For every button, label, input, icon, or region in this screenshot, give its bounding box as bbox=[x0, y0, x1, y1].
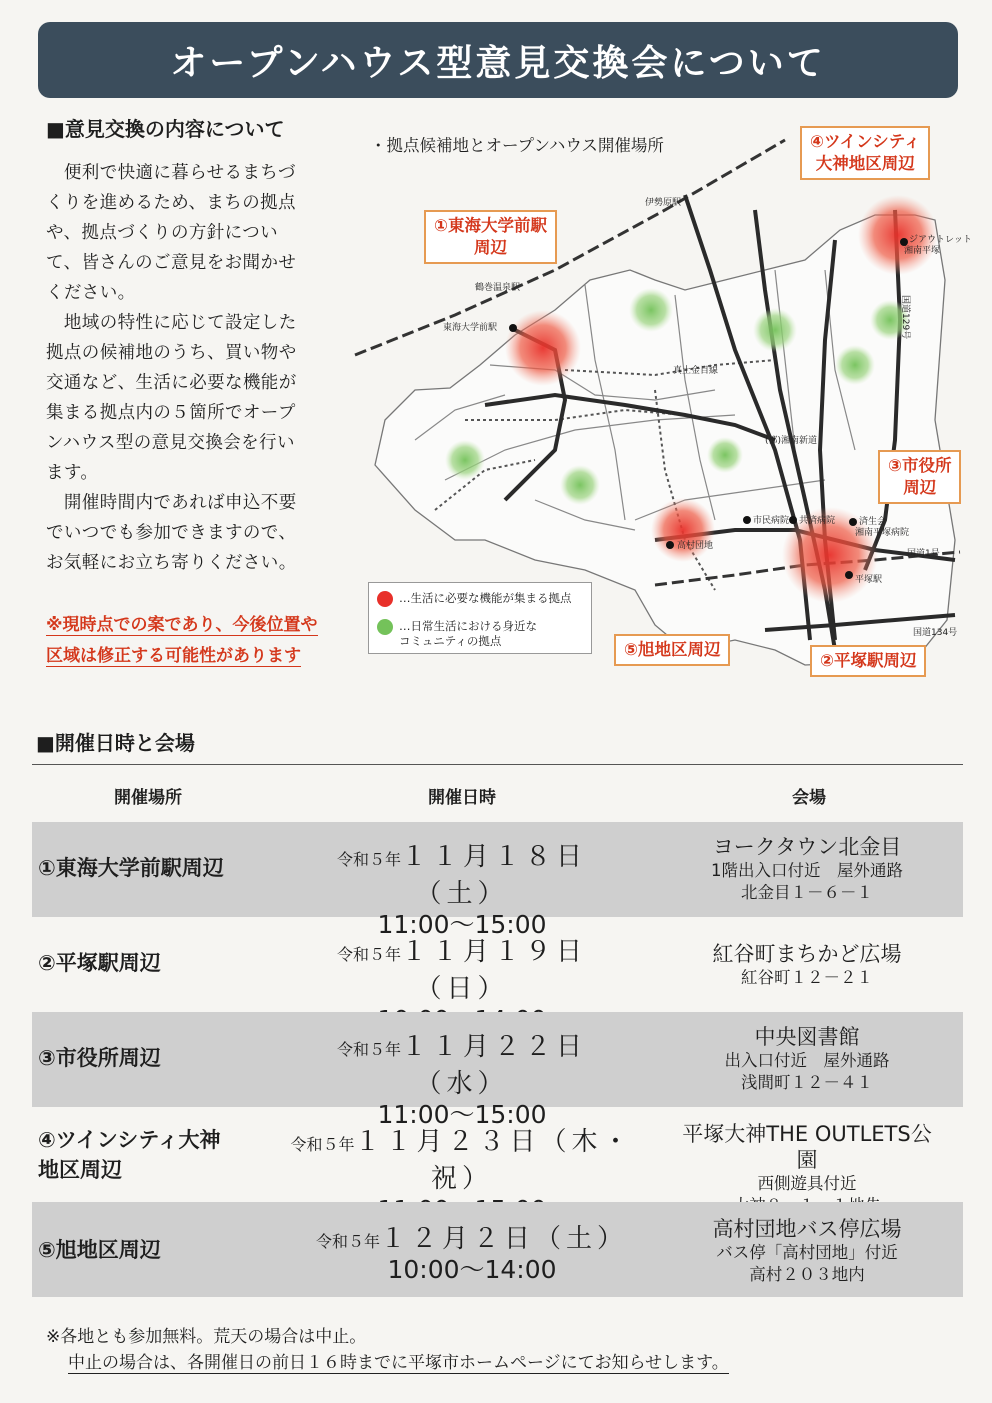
legend-red-label: …生活に必要な機能が集まる拠点 bbox=[399, 591, 572, 605]
row-era: 令和５年 bbox=[336, 850, 401, 869]
col-header-datetime: 開催日時 bbox=[428, 788, 496, 808]
row-date: １１月１９日（日） bbox=[401, 937, 588, 1004]
legend-red-marker bbox=[377, 591, 393, 607]
footer-note-free: ※各地とも参加無料。荒天の場合は中止。 bbox=[46, 1327, 367, 1347]
callout-asahi: ⑤旭地区周辺 bbox=[614, 634, 730, 666]
row-venue-detail: 西側遊具付近 bbox=[757, 1174, 857, 1193]
label-shonan-shindo: (都)湘南新道 bbox=[765, 436, 818, 446]
schedule-row bbox=[32, 917, 963, 1012]
row-venue-name: 平塚大神THE OUTLETS公園 bbox=[682, 1122, 932, 1172]
section-heading-schedule: ■開催日時と会場 bbox=[36, 731, 195, 755]
label-hiratsuka-station: 平塚駅 bbox=[855, 575, 883, 585]
row-venue bbox=[672, 1216, 942, 1286]
map-caption: ・拠点候補地とオープンハウス開催場所 bbox=[370, 136, 664, 155]
schedule-row bbox=[32, 1202, 963, 1297]
callout-hiratsuka: ②平塚駅周辺 bbox=[810, 645, 926, 677]
row-era: 令和５年 bbox=[336, 945, 401, 964]
label-shimin-hospital: 市民病院 bbox=[753, 516, 790, 526]
label-tokai-station: 東海大学前駅 bbox=[443, 323, 498, 333]
col-header-place: 開催場所 bbox=[114, 788, 182, 808]
footer-note-cancel: 中止の場合は、各開催日の前日１６時までに平塚市ホームページにてお知らせします。 bbox=[68, 1348, 729, 1374]
row-venue-detail: 1階出入口付近 屋外通路 北金目１－６－１ bbox=[711, 861, 903, 902]
caution-line-2: 区域は修正する可能性があります bbox=[46, 646, 301, 666]
label-saiseikai: 済生会湘南平塚病院 bbox=[855, 517, 910, 538]
schedule-table-header bbox=[32, 764, 963, 823]
hub-asahi bbox=[651, 498, 715, 562]
label-kitakaname: 真土金目線 bbox=[673, 366, 719, 376]
row-venue-name: 高村団地バス停広場 bbox=[712, 1217, 902, 1241]
hub-tokai bbox=[505, 310, 581, 386]
row-era: 令和５年 bbox=[290, 1135, 355, 1154]
legend-green-marker bbox=[377, 619, 393, 635]
row-era: 令和５年 bbox=[336, 1040, 401, 1059]
row-venue-detail: バス停「高村団地」付近 高村２０３地内 bbox=[716, 1243, 898, 1284]
row-date: １２月２日（土） bbox=[380, 1224, 629, 1254]
row-time: 10:00～14:00 bbox=[387, 1255, 557, 1284]
schedule-row bbox=[32, 1107, 963, 1202]
caution-note bbox=[46, 610, 356, 672]
label-isehara: 伊勢原駅 bbox=[645, 198, 682, 208]
row-venue bbox=[672, 1024, 942, 1094]
row-date: １１月２２日（水） bbox=[401, 1032, 588, 1099]
row-venue-name: ヨークタウン北金目 bbox=[712, 835, 902, 859]
row-place: ①東海大学前駅周辺 bbox=[38, 856, 224, 880]
label-kyosai-hospital: 共済病院 bbox=[799, 516, 836, 526]
label-route134: 国道134号 bbox=[913, 628, 958, 638]
callout-tokai: ①東海大学前駅 周辺 bbox=[424, 210, 557, 264]
schedule-row bbox=[32, 822, 963, 939]
section-heading-content: ■意見交換の内容について bbox=[46, 117, 285, 141]
row-venue-name: 中央図書館 bbox=[754, 1025, 860, 1049]
row-date: １１月１８日（土） bbox=[401, 842, 588, 909]
row-place: ③市役所周辺 bbox=[38, 1046, 161, 1070]
row-venue-detail: 出入口付近 屋外通路 浅間町１２－４１ bbox=[724, 1051, 890, 1092]
label-route1: 国道1号 bbox=[907, 549, 940, 559]
row-time: 11:00～15:00 bbox=[377, 910, 547, 939]
row-place: ②平塚駅周辺 bbox=[38, 951, 161, 975]
label-outlet: ジアウトレット湘南平塚 bbox=[904, 235, 972, 256]
row-time: 11:00～15:00 bbox=[377, 1100, 547, 1129]
label-takamura: 高村団地 bbox=[677, 541, 714, 551]
row-venue-detail: 紅谷町１２－２１ bbox=[741, 968, 873, 987]
page-title: オープンハウス型意見交換会について bbox=[38, 22, 958, 98]
row-datetime bbox=[312, 1218, 632, 1285]
label-route129: 国道129号 bbox=[900, 295, 910, 340]
intro-paragraph: 便利で快適に暮らせるまちづ くりを進めるため、まちの拠点 や、拠点づくりの方針につい て、皆さんのご意見をお聞かせ ください。 地域の特性に応じて設定した 拠点の候補地のうち、買い物や 交通など、生活に必要な機能が 集まる拠点内の５箇所でオープ ンハウス型の意見交換会を行い ます。 開催時間内であれば申込不要 でいつでも参加できますので、 お気軽にお立ち寄りください。 bbox=[46, 163, 297, 573]
callout-twin-city: ④ツインシティ 大神地区周辺 bbox=[800, 126, 930, 180]
row-date: １１月２３日（木・祝） bbox=[354, 1127, 634, 1194]
caution-line-1: ※現時点での案であり、今後位置や bbox=[46, 615, 318, 635]
col-header-venue: 会場 bbox=[792, 788, 826, 808]
legend-green-label: …日常生活における身近な コミュニティの拠点 bbox=[399, 619, 537, 648]
row-venue bbox=[672, 834, 942, 904]
schedule-row bbox=[32, 1012, 963, 1129]
row-place: ⑤旭地区周辺 bbox=[38, 1238, 161, 1262]
row-venue bbox=[672, 941, 942, 989]
row-venue-name: 紅谷町まちかど広場 bbox=[712, 942, 902, 966]
row-place: ④ツインシティ大神 地区周辺 bbox=[38, 1128, 221, 1182]
label-tsurumaki: 鶴巻温泉駅 bbox=[475, 283, 521, 293]
row-era: 令和５年 bbox=[315, 1232, 380, 1251]
callout-city-hall: ③市役所 周辺 bbox=[878, 450, 961, 504]
map-legend bbox=[368, 582, 592, 654]
